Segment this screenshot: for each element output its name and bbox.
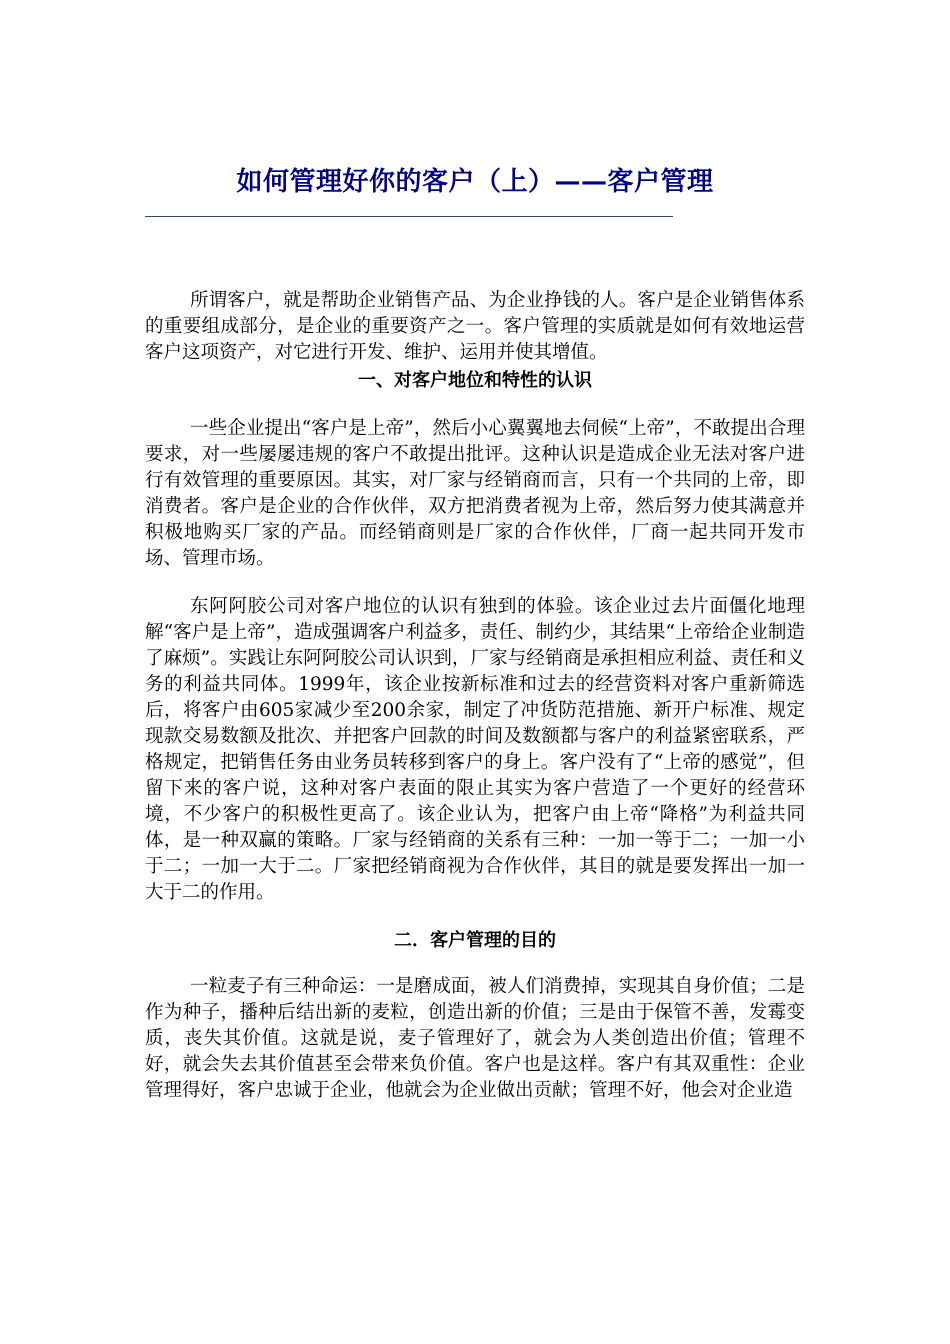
intro-paragraph: 所谓客户，就是帮助企业销售产品、为企业挣钱的人。客户是企业销售体系的重要组成部分，是企业的重要资产之一。客户管理的实质就是如何有效地运营客户这项资产，对它进行开发、维护、运用并使其增值。	[145, 290, 805, 363]
section1-paragraph-1: 一些企业提出“客户是上帝”，然后小心翼翼地去伺候“上帝”，不敢提出合理要求，对一些屡屡违规的客户不敢提出批评。这种认识是造成企业无法对客户进行有效管理的重要原因。其实，对厂家与经销商而言，只有一个共同的上帝，即消费者。客户是企业的合作伙伴，双方把消费者视为上帝，然后努力使其满意并积极地购买厂家的产品。而经销商则是厂家的合作伙伴，厂商一起共同开发市场、管理市场。	[145, 418, 805, 569]
section2-paragraph-1: 一粒麦子有三种命运：一是磨成面，被人们消费掉，实现其自身价值；二是作为种子，播种后结出新的麦粒，创造出新的价值；三是由于保管不善，发霉变质，丧失其价值。这就是说，麦子管理好了，就会为人类创造出价值；管理不好，就会失去其价值甚至会带来负价值。客户也是这样。客户有其双重性：企业管理得好，客户忠诚于企业，他就会为企业做出贡献；管理不好，他会对企业造	[145, 976, 805, 1101]
section-heading-1: 一、对客户地位和特性的认识	[358, 370, 592, 391]
section-heading-2: 二．客户管理的目的	[394, 930, 556, 951]
title-underline	[145, 216, 673, 217]
document-title: 如何管理好你的客户（上）——客户管理	[236, 167, 714, 197]
section1-paragraph-2: 东阿阿胶公司对客户地位的认识有独到的体验。该企业过去片面僵化地理解“客户是上帝”，造成强调客户利益多，责任、制约少，其结果“上帝给企业制造了麻烦”。实践让东阿阿胶公司认识到，厂家与经销商是承担相应利益、责任和义务的利益共同体。1999年，该企业按新标准和过去的经营资料对客户重新筛选后，将客户由605家减少至200余家，制定了冲货防范措施、新开户标准、规定现款交易数额及批次、并把客户回款的时间及数额都与客户的利益紧密联系，严格规定，把销售任务由业务员转移到客户的身上。客户没有了“上帝的感觉”，但留下来的客户说，这种对客户表面的限止其实为客户营造了一个更好的经营环境，不少客户的积极性更高了。该企业认为，把客户由上帝“降格”为利益共同体，是一种双赢的策略。厂家与经销商的关系有三种：一加一等于二；一加一小于二；一加一大于二。厂家把经销商视为合作伙伴，其目的就是要发挥出一加一大于二的作用。	[145, 596, 805, 903]
document-body	[145, 288, 805, 1104]
